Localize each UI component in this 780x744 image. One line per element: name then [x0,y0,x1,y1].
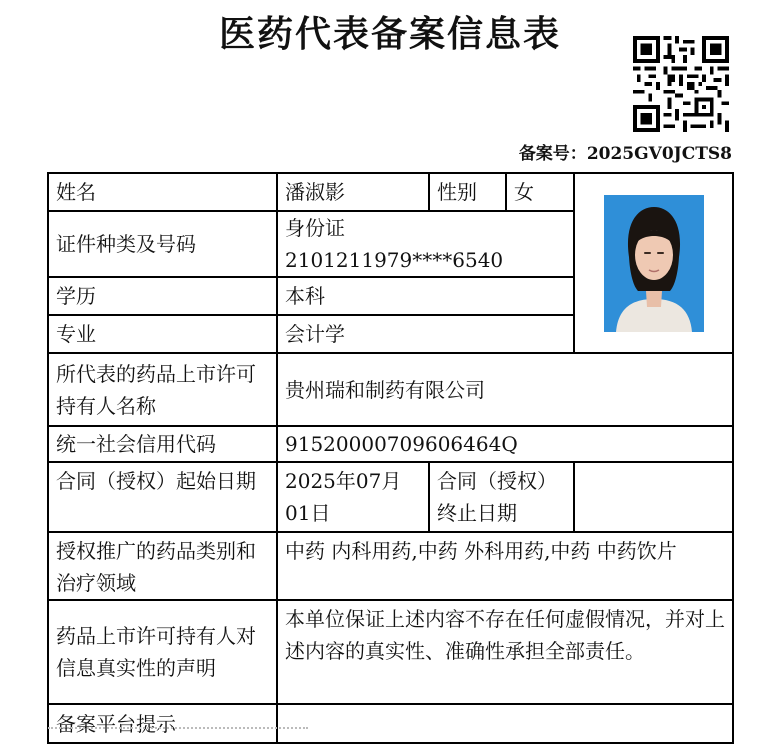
filing-number-value: 2025GV0JCTS8 [586,144,732,164]
major-value: 会计学 [277,315,574,353]
table-row [48,600,733,704]
end-date-value [574,462,733,532]
id-label: 证件种类及号码 [48,211,277,277]
id-type: 身份证 [285,216,345,240]
end-date-label: 合同（授权）终止日期 [429,462,574,532]
platform-notice-value [277,704,733,743]
table-row [48,353,733,426]
id-number: 2101211979****6540 [285,248,504,272]
holder-label: 所代表的药品上市许可持有人名称 [48,353,277,426]
credit-code-value: 91520000709606464Q [277,426,733,462]
statement-label: 药品上市许可持有人对信息真实性的声明 [48,600,277,704]
page-title: 医药代表备案信息表 [218,14,561,55]
table-row [48,426,733,462]
platform-notice-label: 备案平台提示 [48,704,277,743]
id-value [277,211,574,277]
major-label: 专业 [48,315,277,353]
education-value: 本科 [277,277,574,315]
credit-code-label: 统一社会信用代码 [48,426,277,462]
table-row [48,462,733,532]
scope-value: 中药 内科用药,中药 外科用药,中药 中药饮片 [277,532,733,600]
filing-number [519,143,732,165]
filing-form-table [47,172,734,744]
name-label: 姓名 [48,173,277,211]
gender-value: 女 [506,173,574,211]
table-row [48,704,733,743]
statement-value: 本单位保证上述内容不存在任何虚假情况，并对上述内容的真实性、准确性承担全部责任。 [277,600,733,704]
qr-code-icon [633,36,729,132]
gender-label: 性别 [429,173,506,211]
holder-value: 贵州瑞和制药有限公司 [277,353,733,426]
start-date-label: 合同（授权）起始日期 [48,462,277,532]
start-date-value: 2025年07月01日 [277,462,429,532]
scope-label: 授权推广的药品类别和治疗领域 [48,532,277,600]
table-row [48,532,733,600]
name-value: 潘淑影 [277,173,429,211]
portrait-photo [604,195,704,332]
filing-number-label: 备案号： [518,144,587,164]
education-label: 学历 [48,277,277,315]
photo-cell [574,173,733,353]
table-row [48,173,733,211]
